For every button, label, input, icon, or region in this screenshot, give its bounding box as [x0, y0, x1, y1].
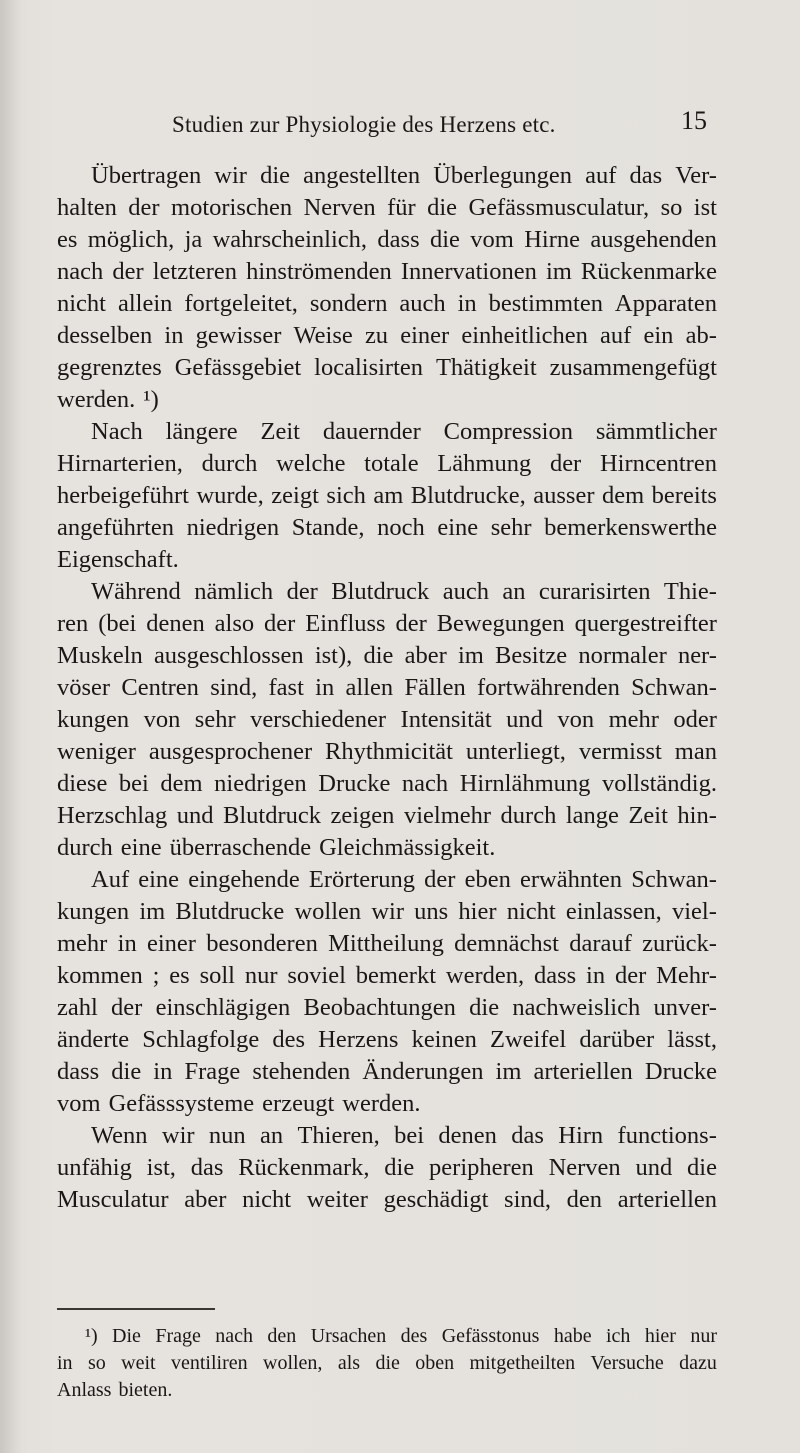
- text-line: Während nämlich der Blutdruck auch an curarisirten Thie-: [91, 578, 717, 605]
- text-line: änderte Schlagfolge des Herzens keinen Zweifel darüber lässt,: [57, 1026, 717, 1053]
- text-line: Musculatur aber nicht weiter geschädigt sind, den arteriellen: [57, 1186, 717, 1213]
- page-number: 15: [681, 106, 707, 135]
- text-line: weniger ausgesprochener Rhythmicität unterliegt, vermisst man: [57, 738, 717, 765]
- text-line: durch eine überraschende Gleichmässigkeit.: [57, 834, 496, 861]
- footnote-block: [57, 1323, 717, 1404]
- text-line: nicht allein fortgeleitet, sondern auch in bestimmten Apparaten: [57, 290, 717, 317]
- text-line: herbeigeführt wurde, zeigt sich am Blutdrucke, ausser dem bereits: [57, 482, 717, 509]
- text-line: kommen ; es soll nur soviel bemerkt werden, dass in der Mehr-: [57, 962, 717, 989]
- text-line: zahl der einschlägigen Beobachtungen die nachweislich unver-: [57, 994, 717, 1021]
- body-text: [57, 160, 717, 1216]
- text-line: halten der motorischen Nerven für die Gefässmusculatur, so ist: [57, 194, 717, 221]
- text-line: kungen im Blutdrucke wollen wir uns hier nicht einlassen, viel-: [57, 898, 717, 925]
- footnote-line: in so weit ventiliren wollen, als die oben mitgetheilten Versuche dazu: [57, 1352, 717, 1374]
- text-line: Übertragen wir die angestellten Überlegungen auf das Ver-: [91, 162, 717, 189]
- running-header: Studien zur Physiologie des Herzens etc.: [172, 112, 556, 137]
- footnote-separator: [57, 1308, 215, 1310]
- text-line: ren (bei denen also der Einfluss der Bewegungen quergestreifter: [57, 610, 717, 637]
- text-line: Herzschlag und Blutdruck zeigen vielmehr durch lange Zeit hin-: [57, 802, 717, 829]
- footnote-line: Anlass bieten.: [57, 1379, 173, 1401]
- text-line: unfähig ist, das Rückenmark, die peripheren Nerven und die: [57, 1154, 717, 1181]
- text-line: angeführten niedrigen Stande, noch eine sehr bemerkenswerthe: [57, 514, 717, 541]
- text-line: Muskeln ausgeschlossen ist), die aber im Besitze normaler ner-: [57, 642, 717, 669]
- text-line: gegrenztes Gefässgebiet localisirten Thätigkeit zusammengefügt: [57, 354, 717, 381]
- text-line: Wenn wir nun an Thieren, bei denen das Hirn functions-: [91, 1122, 717, 1149]
- text-line: werden. ¹): [57, 386, 159, 413]
- text-line: mehr in einer besonderen Mittheilung demnächst darauf zurück-: [57, 930, 717, 957]
- text-line: dass die in Frage stehenden Änderungen im arteriellen Drucke: [57, 1058, 717, 1085]
- text-line: desselben in gewisser Weise zu einer einheitlichen auf ein ab-: [57, 322, 717, 349]
- text-line: kungen von sehr verschiedener Intensität und von mehr oder: [57, 706, 717, 733]
- text-line: Eigenschaft.: [57, 546, 179, 573]
- text-line: Hirnarterien, durch welche totale Lähmung der Hirncentren: [57, 450, 717, 477]
- text-line: diese bei dem niedrigen Drucke nach Hirnlähmung vollständig.: [57, 770, 717, 797]
- text-line: Nach längere Zeit dauernder Compression sämmtlicher: [91, 418, 717, 445]
- text-line: vom Gefässsysteme erzeugt werden.: [57, 1090, 421, 1117]
- text-line: Auf eine eingehende Erörterung der eben erwähnten Schwan-: [91, 866, 717, 893]
- text-line: nach der letzteren hinströmenden Innervationen im Rückenmarke: [57, 258, 717, 285]
- text-line: es möglich, ja wahrscheinlich, dass die vom Hirne ausgehenden: [57, 226, 717, 253]
- text-line: vöser Centren sind, fast in allen Fällen fortwährenden Schwan-: [57, 674, 717, 701]
- footnote-line: ¹) Die Frage nach den Ursachen des Gefässtonus habe ich hier nur: [85, 1325, 717, 1347]
